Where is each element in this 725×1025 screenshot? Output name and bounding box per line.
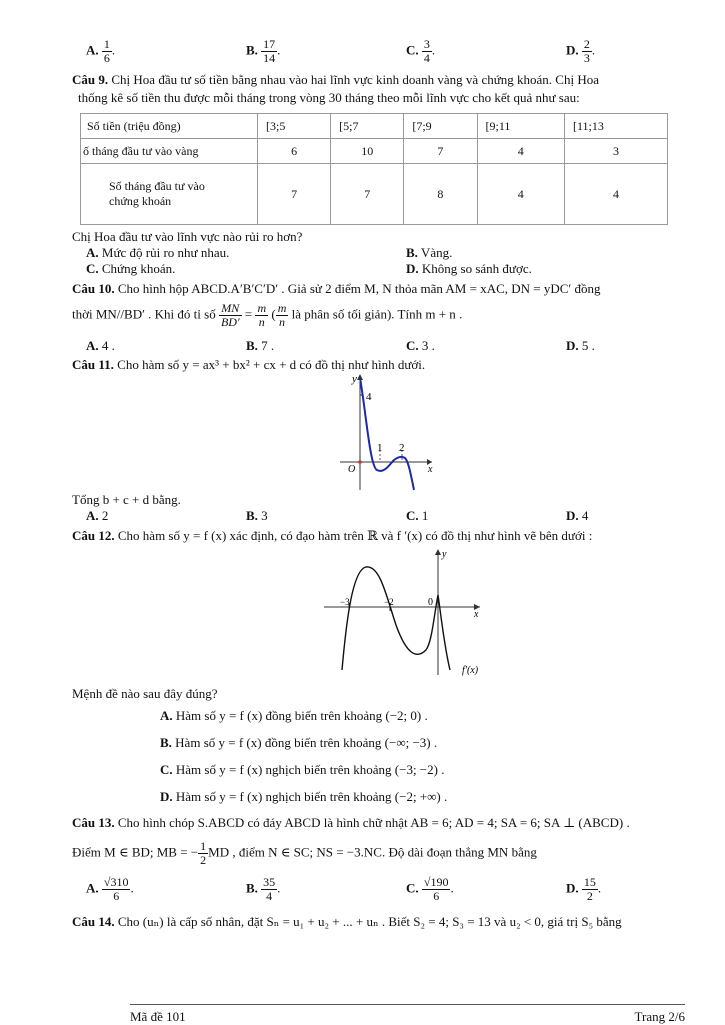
table-row: Số tháng đầu tư vào chứng khoán 7 7 8 4 4 — [81, 164, 668, 225]
q13-option-c: C. $\frac{√190}{6}$ . — [406, 875, 454, 903]
q9-question: Chị Hoa đầu tư vào lĩnh vực nào rủi ro hơn? — [72, 229, 303, 244]
q9-option-a: A. Mức độ rủi ro như nhau. — [86, 245, 230, 260]
q11-tick-1: 1 — [377, 442, 383, 454]
q11-tick-2: 2 — [399, 442, 405, 454]
table-row: ố tháng đầu tư vào vàng 6 10 7 4 3 — [81, 139, 668, 164]
q12-line: Câu 12. Cho hàm số y = f (x) xác định, có đạo hàm trên ℝ và f ′(x) có đồ thị như hình vẽ bên dưới : — [72, 528, 593, 543]
q9-option-c: C. Chứng khoán. — [86, 261, 176, 276]
q10-option-d: D. 5 . — [566, 338, 595, 353]
q10-line2: thời MN//BD′ . Khi đó tỉ số $\frac{MN}{BD'}$ = $\frac{m}{n}$ ( $\frac{m}{n}$ là phân số tối giản). Tính m + n . — [72, 301, 463, 329]
exam-code: Mã đề 101 — [130, 1009, 186, 1024]
q11-tick-4: 4 — [366, 391, 372, 403]
q13-line2: Điểm M ∈ BD; MB = − $\frac{1}{2}$ MD , điểm N ∈ SC; NS = −3.NC. Độ dài đoạn thẳng MN bằng — [72, 839, 537, 867]
table-row: Số tiền (triệu đồng) [3;5 [5;7 [7;9 [9;11 [11;13 — [81, 114, 668, 139]
q9-line2: thống kê số tiền thu được mỗi tháng trong vòng 30 tháng theo mỗi lĩnh vực cho kết quả như sau: — [78, 90, 580, 105]
q13-option-b: B. $\frac{35}{4}$ . — [246, 875, 281, 903]
q11-option-a: A. 2 — [86, 508, 109, 523]
q11-ask: Tổng b + c + d bằng. — [72, 492, 181, 507]
q12-option-c: C. Hàm số y = f (x) nghịch biến trên khoảng (−3; −2) . — [160, 762, 445, 777]
q13-option-d: D. $\frac{15}{2}$ . — [566, 875, 602, 903]
q12-y-label: y — [442, 549, 447, 560]
q8-option-c: C. $\frac{3}{4}$ . — [406, 37, 436, 65]
q11-graph — [332, 372, 442, 494]
q11-option-b: B. 3 — [246, 508, 268, 523]
q12-option-b: B. Hàm số y = f (x) đồng biến trên khoảng (−∞; −3) . — [160, 735, 438, 750]
q12-option-a: A. Hàm số y = f (x) đồng biến trên khoảng (−2; 0) . — [160, 708, 428, 723]
q10-option-a: A. 4 . — [86, 338, 115, 353]
q12-x-label: x — [474, 609, 479, 620]
q12-origin-label: 0 — [428, 597, 433, 608]
page-number: Trang 2/6 — [634, 1009, 685, 1024]
page-footer — [130, 1004, 685, 1025]
q11-option-d: D. 4 — [566, 508, 589, 523]
q12-fprime-label: f′(x) — [462, 665, 479, 676]
q9-option-d: D. Không so sánh được. — [406, 261, 532, 276]
q9-line1: Câu 9. Chị Hoa đầu tư số tiền bằng nhau vào hai lĩnh vực kinh doanh vàng và chứng khoán. Chị Hoa — [72, 72, 599, 87]
q14-line: Câu 14. Cho (uₙ) là cấp số nhân, đặt Sₙ = u₁ + u₂ + ... + uₙ . Biết S₂ = 4; S₃ = 13 và u₂ < 0, giá trị S₅ bằng — [72, 914, 622, 929]
q8-option-b: B. $\frac{17}{14}$ . — [246, 37, 281, 65]
q10-line1: Câu 10. Cho hình hộp ABCD.A′B′C′D′ . Giả sử 2 điểm M, N thỏa mãn AM = xAC, DN = yDC′ đồng — [72, 281, 601, 296]
q12-option-d: D. Hàm số y = f (x) nghịch biến trên khoảng (−2; +∞) . — [160, 789, 448, 804]
q8-option-d: D. $\frac{2}{3}$ . — [566, 37, 596, 65]
q9-option-b: B. Vàng. — [406, 245, 453, 260]
q13-line1: Câu 13. Cho hình chóp S.ABCD có đáy ABCD là hình chữ nhật AB = 6; AD = 4; SA = 6; SA ⊥ (ABCD) . — [72, 815, 630, 830]
q12-tick-m3: −3 — [340, 597, 350, 607]
q11-option-c: C. 1 — [406, 508, 429, 523]
q9-table — [80, 113, 668, 225]
q8-option-a: A. $\frac{1}{6}$ . — [86, 37, 116, 65]
q12-ask: Mệnh đề nào sau đây đúng? — [72, 686, 218, 701]
q11-origin-label: O — [348, 464, 356, 475]
q10-option-b: B. 7 . — [246, 338, 275, 353]
q10-option-c: C. 3 . — [406, 338, 435, 353]
q11-line: Câu 11. Cho hàm số y = ax³ + bx² + cx + d có đồ thị như hình dưới. — [72, 357, 426, 372]
q11-y-label: y — [352, 373, 357, 385]
q12-tick-m2: −2 — [384, 597, 394, 607]
q12-graph — [318, 545, 488, 680]
q11-x-label: x — [428, 464, 433, 475]
q13-option-a: A. $\frac{√310}{6}$ . — [86, 875, 134, 903]
